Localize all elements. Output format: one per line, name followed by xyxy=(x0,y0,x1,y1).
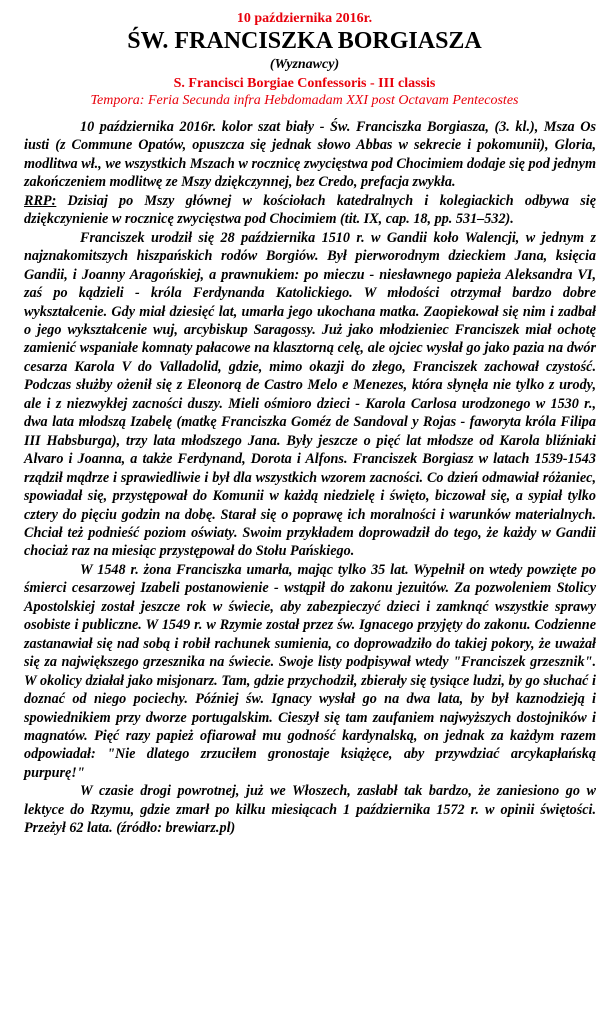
tempora-line: Tempora: Feria Secunda infra Hebdomadam XXI post Octavam Pentecostes xyxy=(90,93,519,108)
biography-paragraph-2: W 1548 r. żona Franciszka umarła, mając tylko 35 lat. Wypełnił on wtedy powzięte po śmierci cesarzowej Izabeli postanowienie - wstąpił do zakonu jezuitów. Za pozwoleniem Stolicy Apostolskiej został jeszcze rok w świecie, aby zabezpieczyć dzieci i zamknąć wszystkie sprawy osobiste i publiczne. W 1549 r. w Rzymie został przez św. Ignacego przyjęty do zakonu. Codzienne zastanawiał się nad sobą i robił rachunek sumienia, co doprowadziło do takiej pokory, że uważał się za największego grzesznika na świecie. Swoje listy podpisywał wtedy "Franciszek grzesznik". W okolicy działał jako misjonarz. Tam, gdzie przychodził, zbierały się tysiące ludzi, by go słuchać i doznać od niego pociechy. Później św. Ignacy wysłał go na dwa lata, by był kaznodzieją i spowiednikiem przy dworze portugalskim. Cieszył się tam zaufaniem najwyższych dostojników i magnatów. Pięć razy papież ofiarował mu godność kardynalską, on jednak za każdym razem odpowiadał: "Nie dlatego zrzuciłem gronostaje książęce, aby przywdziać arcykapłańską purpurę!" xyxy=(24,561,596,781)
biography-paragraph-1: Franciszek urodził się 28 października 1510 r. w Gandii koło Walencji, w jednym z najznakomitszych hiszpańskich rodów Borgiów. Był pierworodnym dzieckiem Jana, księcia Gandii, i Joanny Aragońskiej, a prawnukiem: po mieczu - niesławnego papieża Aleksandra VI, zaś po kądzieli - króla Ferdynanda Katolickiego. W młodości otrzymał bardzo dobre wykształcenie. Gdy miał dziesięć lat, umarła jego ukochana matka. Zaopiekował się nim i zadbał o jego wykształcenie wuj, arcybiskup Saragossy. Już jako młodzieniec Franciszek miał ochotę zamienić wspaniałe komnaty pałacowe na klasztorną celę, ale ojciec wysłał go jako pazia na dwór cesarza Karola V do Valladolid, gdzie, mimo okazji do złego, Franciszek zachował czystość. Podczas służby ożenił się z Eleonorą de Castro Melo e Menezes, która słynęła nie tylko z urody, ale i z niezwykłej zacności duszy. Mieli ośmioro dzieci - Karola Carlosa urodzonego w 1530 r., dwa lata młodszą Izabelę (matkę Franciszka Goméz de Sandoval y Rojas - faworyta króla Filipa III Habsburga), trzy lata młodszego Jana. Były jeszcze o pięć lat młodsze od Karola bliźniaki Alvaro i Joanna, a także Ferdynand, Dorota i Alfons. Franciszek Borgiasz w latach 1539-1543 rządził mądrze i sprawiedliwie i był dla wszystkich wzorem zacności. Co dzień odmawiał różaniec, spowiadał się, przystępował do Komunii w każdą niedzielę i święto, biczował się, a sypiał tylko cztery do pięciu godzin na dobę. Starał się o poprawę ich moralności i warunków materialnych. Chciał też podnieść poziom oświaty. Swoim przykładem doprowadził do tego, że każdy w Gandii chociaż raz na miesiąc przystępował do Stołu Pańskiego. xyxy=(24,229,596,560)
rrp-text: Dzisiaj po Mszy głównej w kościołach katedralnych i kolegiackich odbywa się dziękczynienie w rocznicę zwycięstwa pod Chocimiem (tit. IX, cap. 18, pp. 531–532). xyxy=(24,192,596,228)
liturgy-paragraph: 10 października 2016r. kolor szat biały - Św. Franciszka Borgiasza, (3. kl.), Msza Os iusti (z Commune Opatów, opuszcza się jednak słowo Abbas w sekrecie i pokomunii), Gloria, modlitwa wł., we wszystkich Mszach w rocznicę zwycięstwa pod Chocimiem dodaje się pod jednym zakończeniem modlitwę ze Mszy dziękczynnej, bez Credo, prefacja zwykła. xyxy=(24,119,596,191)
document-body xyxy=(24,118,596,838)
rrp-label: RRP: xyxy=(24,192,57,209)
biography-paragraph-3: W czasie drogi powrotnej, już we Włoszech, zasłabł tak bardzo, że zaniesiono go w lektyce do Rzymu, gdzie zmarł po kilku miesiącach 1 października 1572 r. w opinii świętości. Przeżył 62 lata. (źródło: brewiarz.pl) xyxy=(24,783,596,837)
saint-category: (Wyznawcy) xyxy=(269,57,340,72)
rrp-paragraph xyxy=(24,192,596,229)
page-title: ŚW. FRANCISZKA BORGIASZA xyxy=(127,28,482,54)
feast-date: 10 października 2016r. xyxy=(236,11,373,26)
latin-title: S. Francisci Borgiae Confessoris - III classis xyxy=(173,76,436,91)
